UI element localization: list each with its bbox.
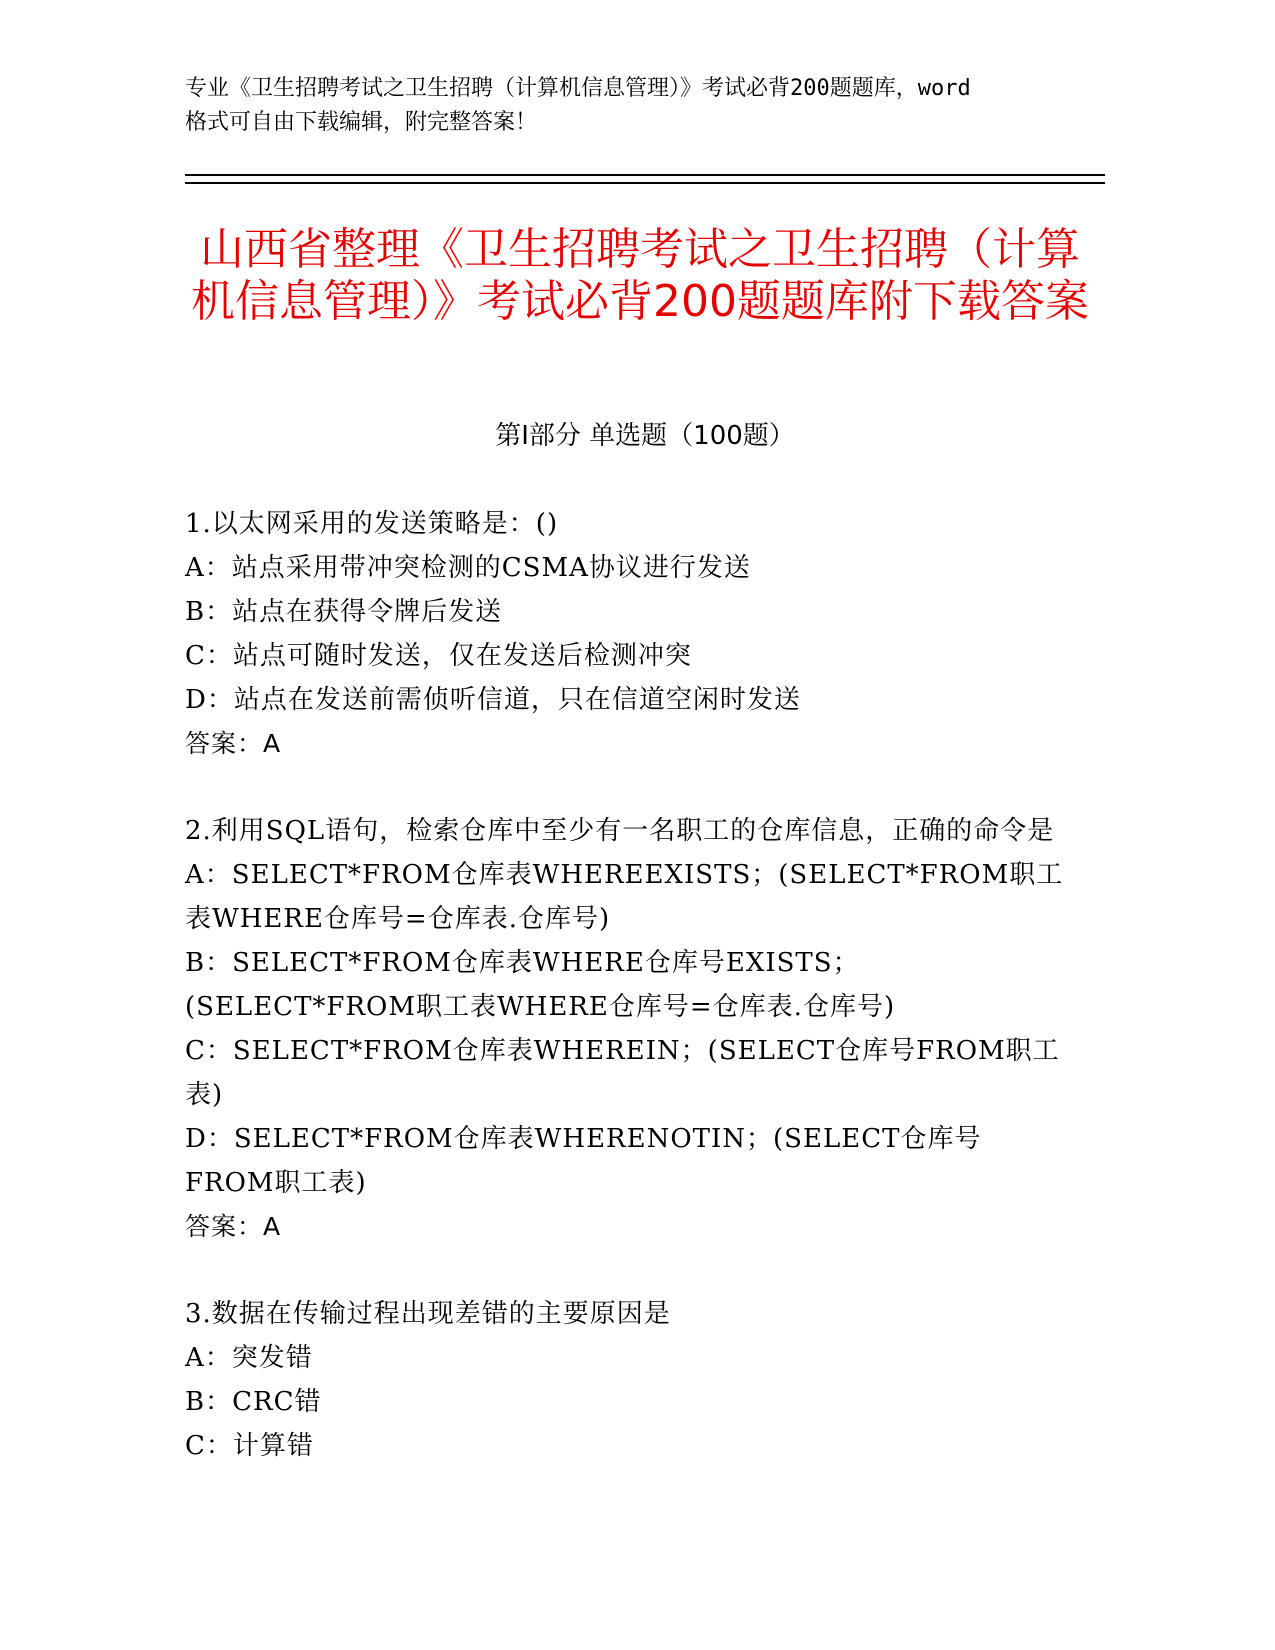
header-divider-top [185,174,1105,176]
question-stem: 2.利用SQL语句，检索仓库中至少有一名职工的仓库信息，正确的命令是 [185,816,1055,846]
question-list [185,502,1065,1511]
answer-line: 答案：A [185,729,282,758]
option-a: A：SELECT*FROM仓库表WHEREEXISTS；(SELECT*FROM职工表WHERE仓库号=仓库表.仓库号) [185,860,1064,934]
option-c: C：站点可随时发送，仅在发送后检测冲突 [185,641,692,671]
question-stem: 1.以太网采用的发送策略是：() [185,509,559,539]
header-divider-bottom [185,182,1105,184]
option-d: D：站点在发送前需侦听信道，只在信道空闲时发送 [185,685,801,715]
header-note: 专业《卫生招聘考试之卫生招聘（计算机信息管理）》考试必背200题题库，word 格式可自由下载编辑，附完整答案！ [185,76,971,135]
question-stem: 3.数据在传输过程出现差错的主要原因是 [185,1299,671,1329]
option-a: A：站点采用带冲突检测的CSMA协议进行发送 [185,553,751,583]
option-a: A：突发错 [185,1343,313,1373]
option-b: B：SELECT*FROM仓库表WHERE仓库号EXISTS；(SELECT*FROM职工表WHERE仓库号=仓库表.仓库号) [185,948,896,1022]
option-c: C：SELECT*FROM仓库表WHEREIN；(SELECT仓库号FROM职工表) [185,1036,1060,1110]
option-b: B：站点在获得令牌后发送 [185,597,503,627]
question-1 [185,502,1065,766]
option-c: C：计算错 [185,1431,314,1461]
question-2 [185,809,1065,1249]
section-title: 第Ⅰ部分 单选题（100题） [495,421,795,451]
document-title: 山西省整理《卫生招聘考试之卫生招聘（计算机信息管理）》考试必背200题题库附下载答案 [191,224,1089,327]
option-b: B：CRC错 [185,1387,322,1417]
answer-line: 答案：A [185,1212,282,1241]
question-3 [185,1292,1065,1468]
option-d: D：SELECT*FROM仓库表WHERENOTIN；(SELECT仓库号FROM职工表) [185,1124,982,1198]
